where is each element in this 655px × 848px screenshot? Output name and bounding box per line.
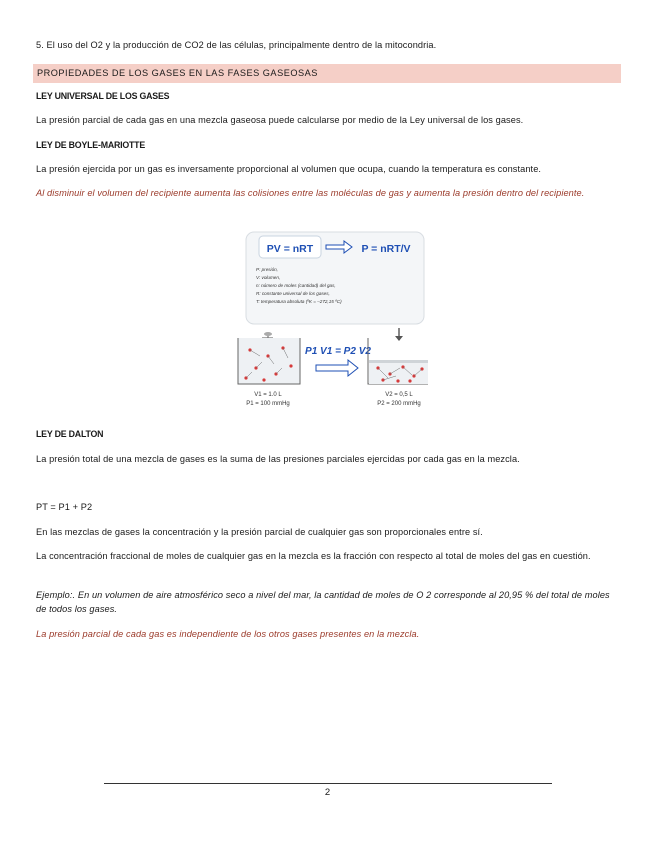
paragraph-mezclas: En las mezclas de gases la concentración y la presión parcial de cualquier gas son proporcionales entre sí. [36,527,483,537]
legend-line: T: temperatura absoluta (ºK = –272,15 ºC) [256,299,342,304]
formula-pt: PT = P1 + P2 [36,502,93,512]
paragraph-fraccional: La concentración fraccional de moles de cualquier gas en la mezcla es la fracción con respecto al total de moles del gas en cuestión. [36,551,591,561]
footer-rule [104,783,552,784]
page-number: 2 [324,787,331,798]
legend-line: n: número de moles (cantidad) del gas, [256,283,336,288]
container-compressed [368,328,428,384]
note-independiente: La presión parcial de cada gas es independiente de los otros gases presentes en la mezcla. [36,629,420,639]
note-boyle: Al disminuir el volumen del recipiente aumenta las colisiones entre las moléculas de gas y aumenta la presión dentro del recipiente. [36,188,585,198]
label-v1: V1 = 1.0 L [254,392,282,398]
legend-line: R: constante universal de los gases, [256,291,330,296]
paragraph-mitocondria: 5. El uso del O2 y la producción de CO2 de las células, principalmente dentro de la mitocondria. [36,40,437,50]
arrow-right-icon [316,360,358,376]
label-v2: V2 = 0,5 L [385,392,413,398]
paragraph-ejemplo: Ejemplo:. En un volumen de aire atmosférico seco a nivel del mar, la cantidad de moles de O 2 corresponde al 20,95 % del total de moles de todos los gases. [36,590,610,614]
container-initial [238,332,300,384]
legend-line: P: presión, [256,267,278,272]
label-p1: P1 = 100 mmHg [246,401,290,407]
gas-laws-figure [228,228,428,410]
equation-boyle: P1 V1 = P2 V2 [305,346,371,357]
legend-line: V: volumen, [256,275,281,280]
section-band-propiedades: PROPIEDADES DE LOS GASES EN LAS FASES GASEOSAS [33,64,621,83]
label-p2: P2 = 200 mmHg [377,401,421,407]
paragraph-dalton: La presión total de una mezcla de gases es la suma de las presiones parciales ejercidas por cada gas en la mezcla. [36,454,520,464]
heading-boyle-mariotte: LEY DE BOYLE-MARIOTTE [36,140,146,150]
paragraph-boyle: La presión ejercida por un gas es inversamente proporcional al volumen que ocupa, cuando la temperatura es constante. [36,164,542,174]
heading-dalton: LEY DE DALTON [36,429,104,439]
heading-ley-universal: LEY UNIVERSAL DE LOS GASES [36,91,170,101]
equation-p-nrt-v: P = nRT/V [361,243,411,255]
paragraph-ley-universal: La presión parcial de cada gas en una mezcla gaseosa puede calcularse por medio de la Ley universal de los gases. [36,115,524,125]
equation-pv-nrt: PV = nRT [266,243,314,255]
